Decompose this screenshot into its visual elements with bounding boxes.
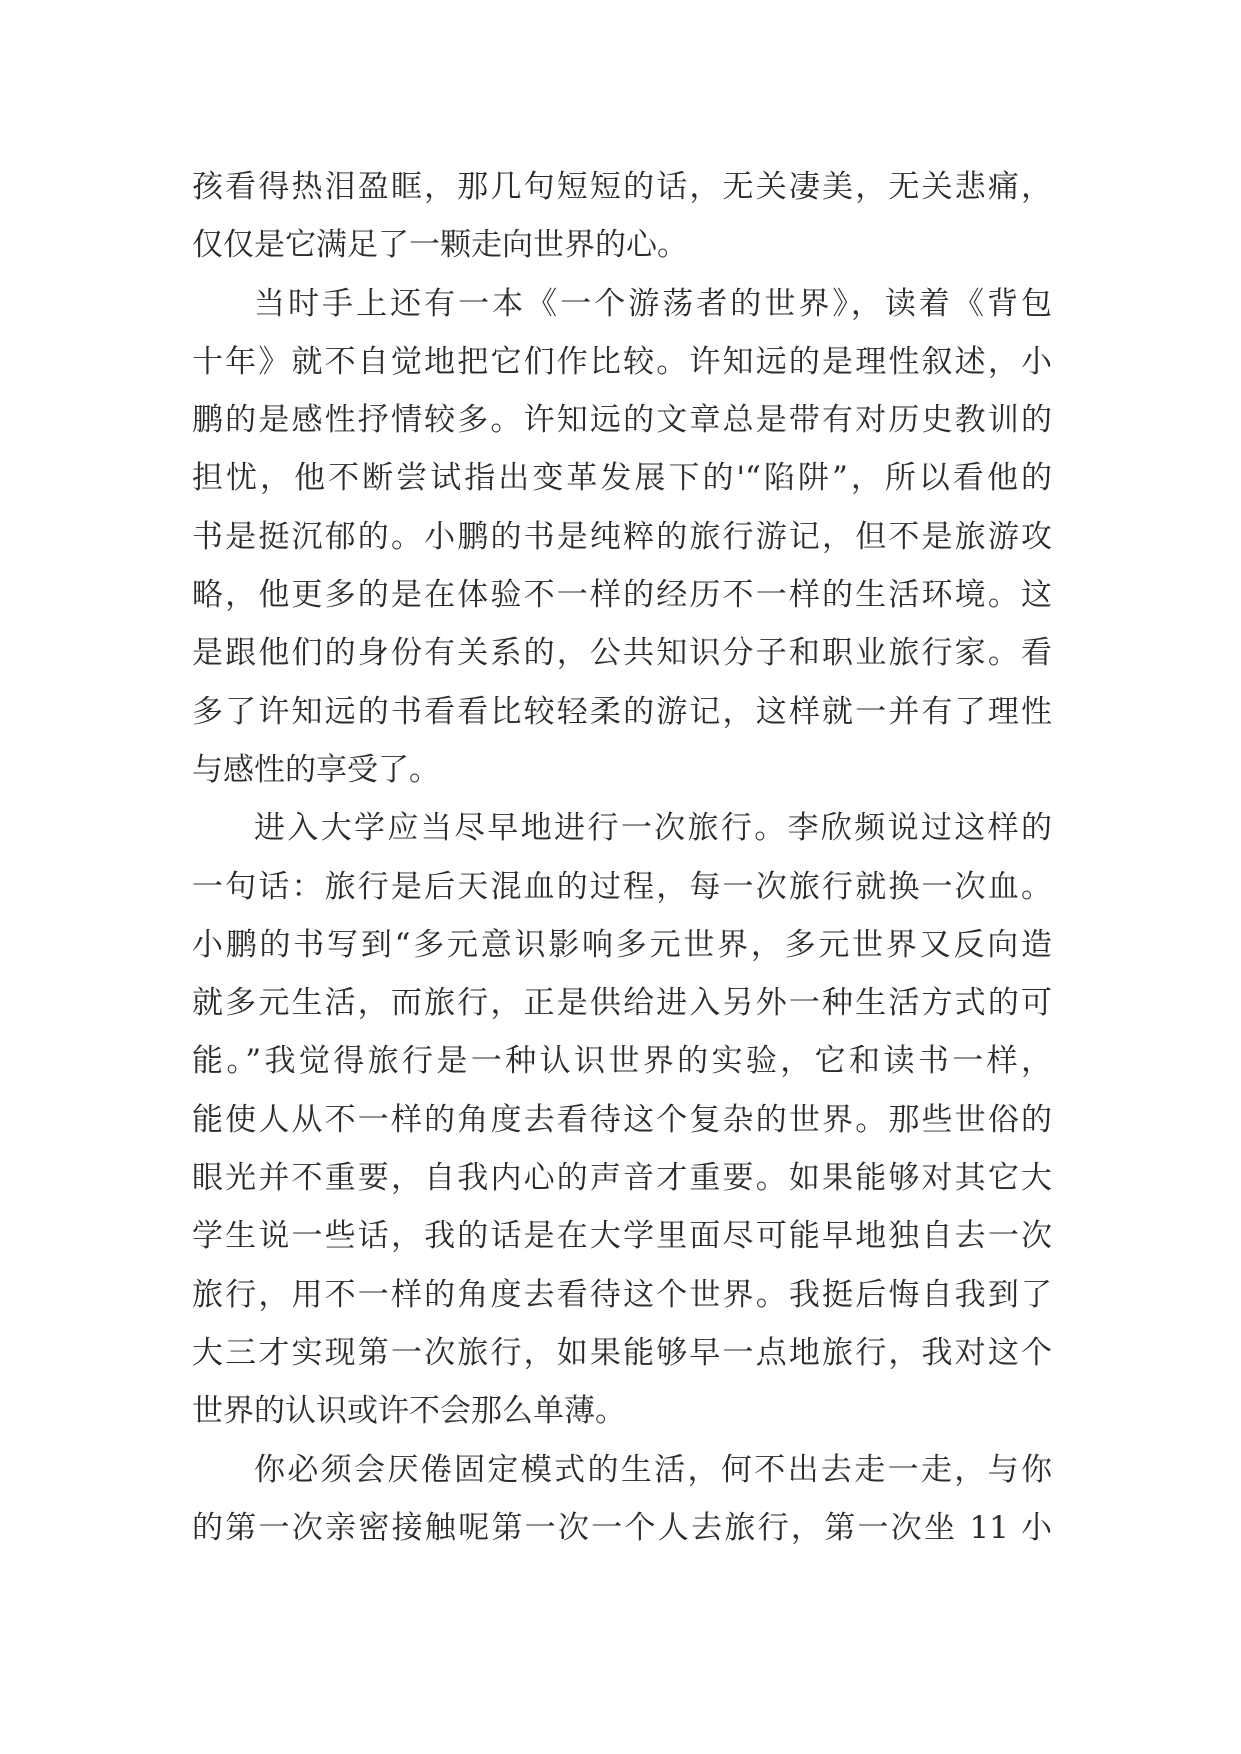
paragraph-first-line: 当时手上还有一本《一个游荡者的世界》，读着《背包	[254, 285, 1052, 322]
text-line: 是跟他们的身份有关系的，公共知识分子和职业旅行家。看	[192, 635, 1052, 672]
paragraph-first-line: 你必须会厌倦固定模式的生活，何不出去走一走，与你	[254, 1451, 1052, 1488]
text-line: 眼光并不重要，自我内心的声音才重要。如果能够对其它大	[192, 1160, 1052, 1197]
text-line: 大三才实现第一次旅行，如果能够早一点地旅行，我对这个	[192, 1334, 1052, 1371]
text-line: 担忧，他不断尝试指出变革发展下的'“陷阱”，所以看他的	[192, 460, 1052, 497]
text-line: 的第一次亲密接触呢第一次一个人去旅行，第一次坐 11 小	[192, 1509, 1052, 1546]
paragraph-first-line: 进入大学应当尽早地进行一次旅行。李欣频说过这样的	[254, 810, 1052, 847]
text-line: 旅行，用不一样的角度去看待这个世界。我挺后悔自我到了	[192, 1276, 1052, 1313]
text-line: 就多元生活，而旅行，正是供给进入另外一种生活方式的可	[192, 985, 1052, 1022]
text-line: 小鹏的书写到“多元意识影响多元世界，多元世界又反向造	[192, 926, 1052, 963]
text-line: 鹏的是感性抒情较多。许知远的文章总是带有对历史教训的	[192, 402, 1052, 439]
text-line: 孩看得热泪盈眶，那几句短短的话，无关凄美，无关悲痛，	[192, 169, 1052, 205]
text-line: 能使人从不一样的角度去看待这个复杂的世界。那些世俗的	[192, 1101, 1052, 1138]
text-line: 多了许知远的书看看比较轻柔的游记，这样就一并有了理性	[192, 693, 1052, 730]
text-line: 与感性的享受了。	[192, 751, 440, 788]
text-line: 仅仅是它满足了一颗走向世界的心。	[192, 227, 688, 264]
text-line: 学生说一些话，我的话是在大学里面尽可能早地独自去一次	[192, 1218, 1052, 1255]
text-line: 能。”我觉得旅行是一种认识世界的实验，它和读书一样，	[192, 1043, 1052, 1080]
text-line: 世界的认识或许不会那么单薄。	[192, 1393, 626, 1430]
text-line: 书是挺沉郁的。小鹏的书是纯粹的旅行游记，但不是旅游攻	[192, 518, 1052, 555]
document-body	[192, 158, 1052, 1557]
text-line: 一句话：旅行是后天混血的过程，每一次旅行就换一次血。	[192, 868, 1052, 905]
text-line: 十年》就不自觉地把它们作比较。许知远的是理性叙述，小	[192, 343, 1052, 380]
text-line: 略，他更多的是在体验不一样的经历不一样的生活环境。这	[192, 577, 1052, 614]
